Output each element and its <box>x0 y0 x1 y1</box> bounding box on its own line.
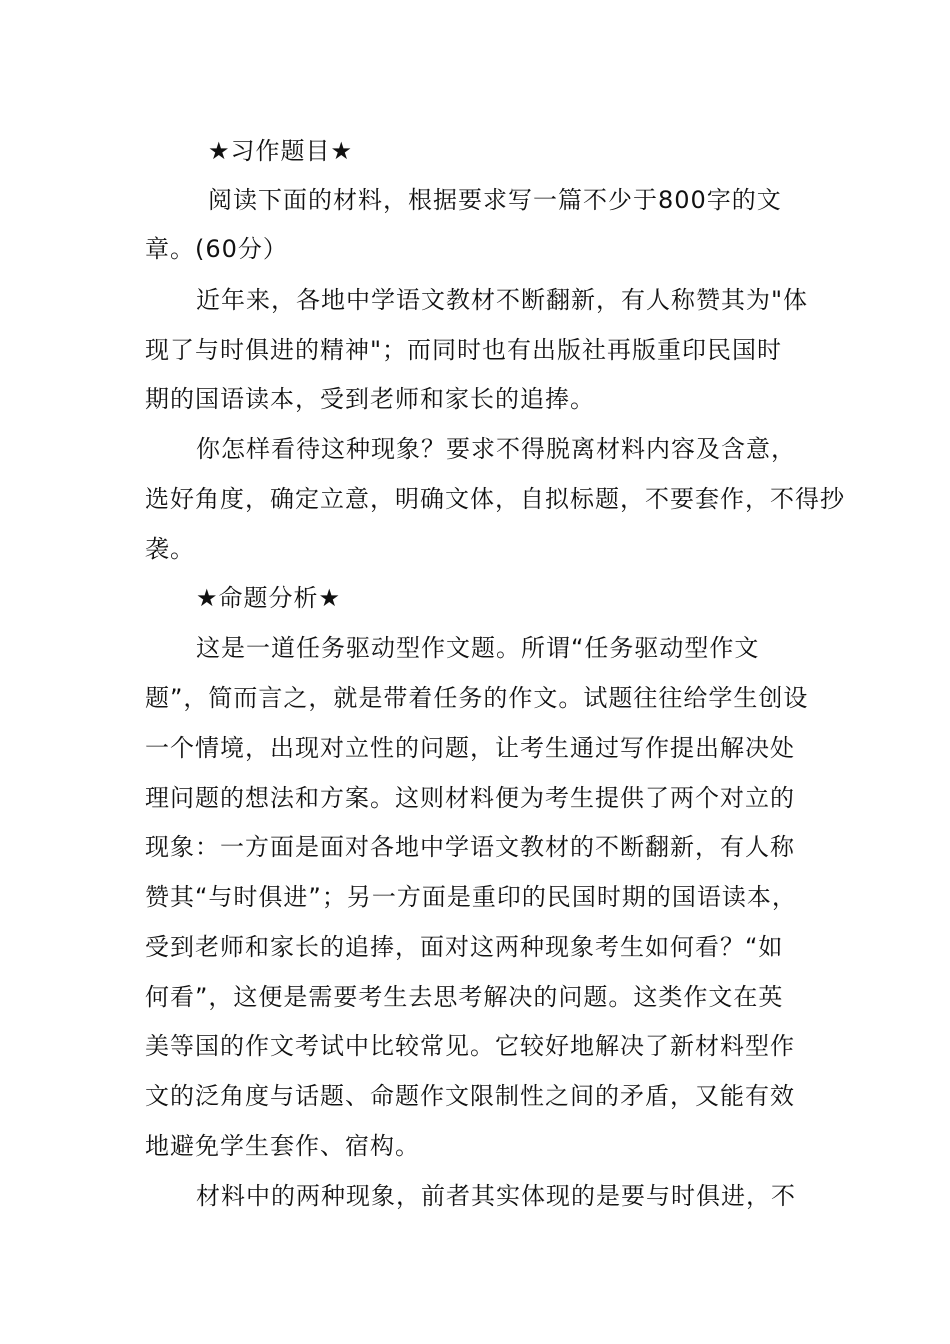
analysis-line-9: 美等国的作文考试中比较常见。它较好地解决了新材料型作 <box>145 1032 795 1060</box>
exercise-heading: ★习作题目★ <box>208 137 354 165</box>
analysis-line-10: 文的泛角度与话题、命题作文限制性之间的矛盾，又能有效 <box>145 1082 795 1110</box>
material-line-3: 期的国语读本，受到老师和家长的追捧。 <box>145 385 595 413</box>
prompt-line-1: 阅读下面的材料，根据要求写一篇不少于800字的文 <box>208 186 782 214</box>
prompt-line-2: 章。(60分） <box>145 235 288 263</box>
analysis-line-5: 现象：一方面是面对各地中学语文教材的不断翻新，有人称 <box>145 833 795 861</box>
analysis-line-8: 何看”，这便是需要考生去思考解决的问题。这类作文在英 <box>145 983 784 1011</box>
requirements-line-3: 袭。 <box>145 535 195 563</box>
analysis-line-11: 地避免学生套作、宿构。 <box>145 1132 420 1160</box>
analysis-line-4: 理问题的想法和方案。这则材料便为考生提供了两个对立的 <box>145 784 795 812</box>
analysis-line-7: 受到老师和家长的追捧，面对这两种现象考生如何看？“如 <box>145 933 784 961</box>
material-line-1: 近年来，各地中学语文教材不断翻新，有人称赞其为"体 <box>196 286 809 314</box>
requirements-line-2: 选好角度，确定立意，明确文体，自拟标题，不要套作，不得抄 <box>145 485 845 513</box>
analysis-heading: ★命题分析★ <box>196 584 342 612</box>
closing-line-1: 材料中的两种现象，前者其实体现的是要与时俱进，不 <box>196 1182 796 1210</box>
analysis-line-3: 一个情境，出现对立性的问题，让考生通过写作提出解决处 <box>145 734 795 762</box>
analysis-line-2: 题”，简而言之，就是带着任务的作文。试题往往给学生创设 <box>145 684 809 712</box>
material-line-2: 现了与时俱进的精神"；而同时也有出版社再版重印民国时 <box>145 336 783 364</box>
requirements-line-1: 你怎样看待这种现象？要求不得脱离材料内容及含意， <box>196 435 796 463</box>
analysis-line-1: 这是一道任务驱动型作文题。所谓“任务驱动型作文 <box>196 634 760 662</box>
analysis-line-6: 赞其“与时俱进”；另一方面是重印的民国时期的国语读本， <box>145 883 797 911</box>
